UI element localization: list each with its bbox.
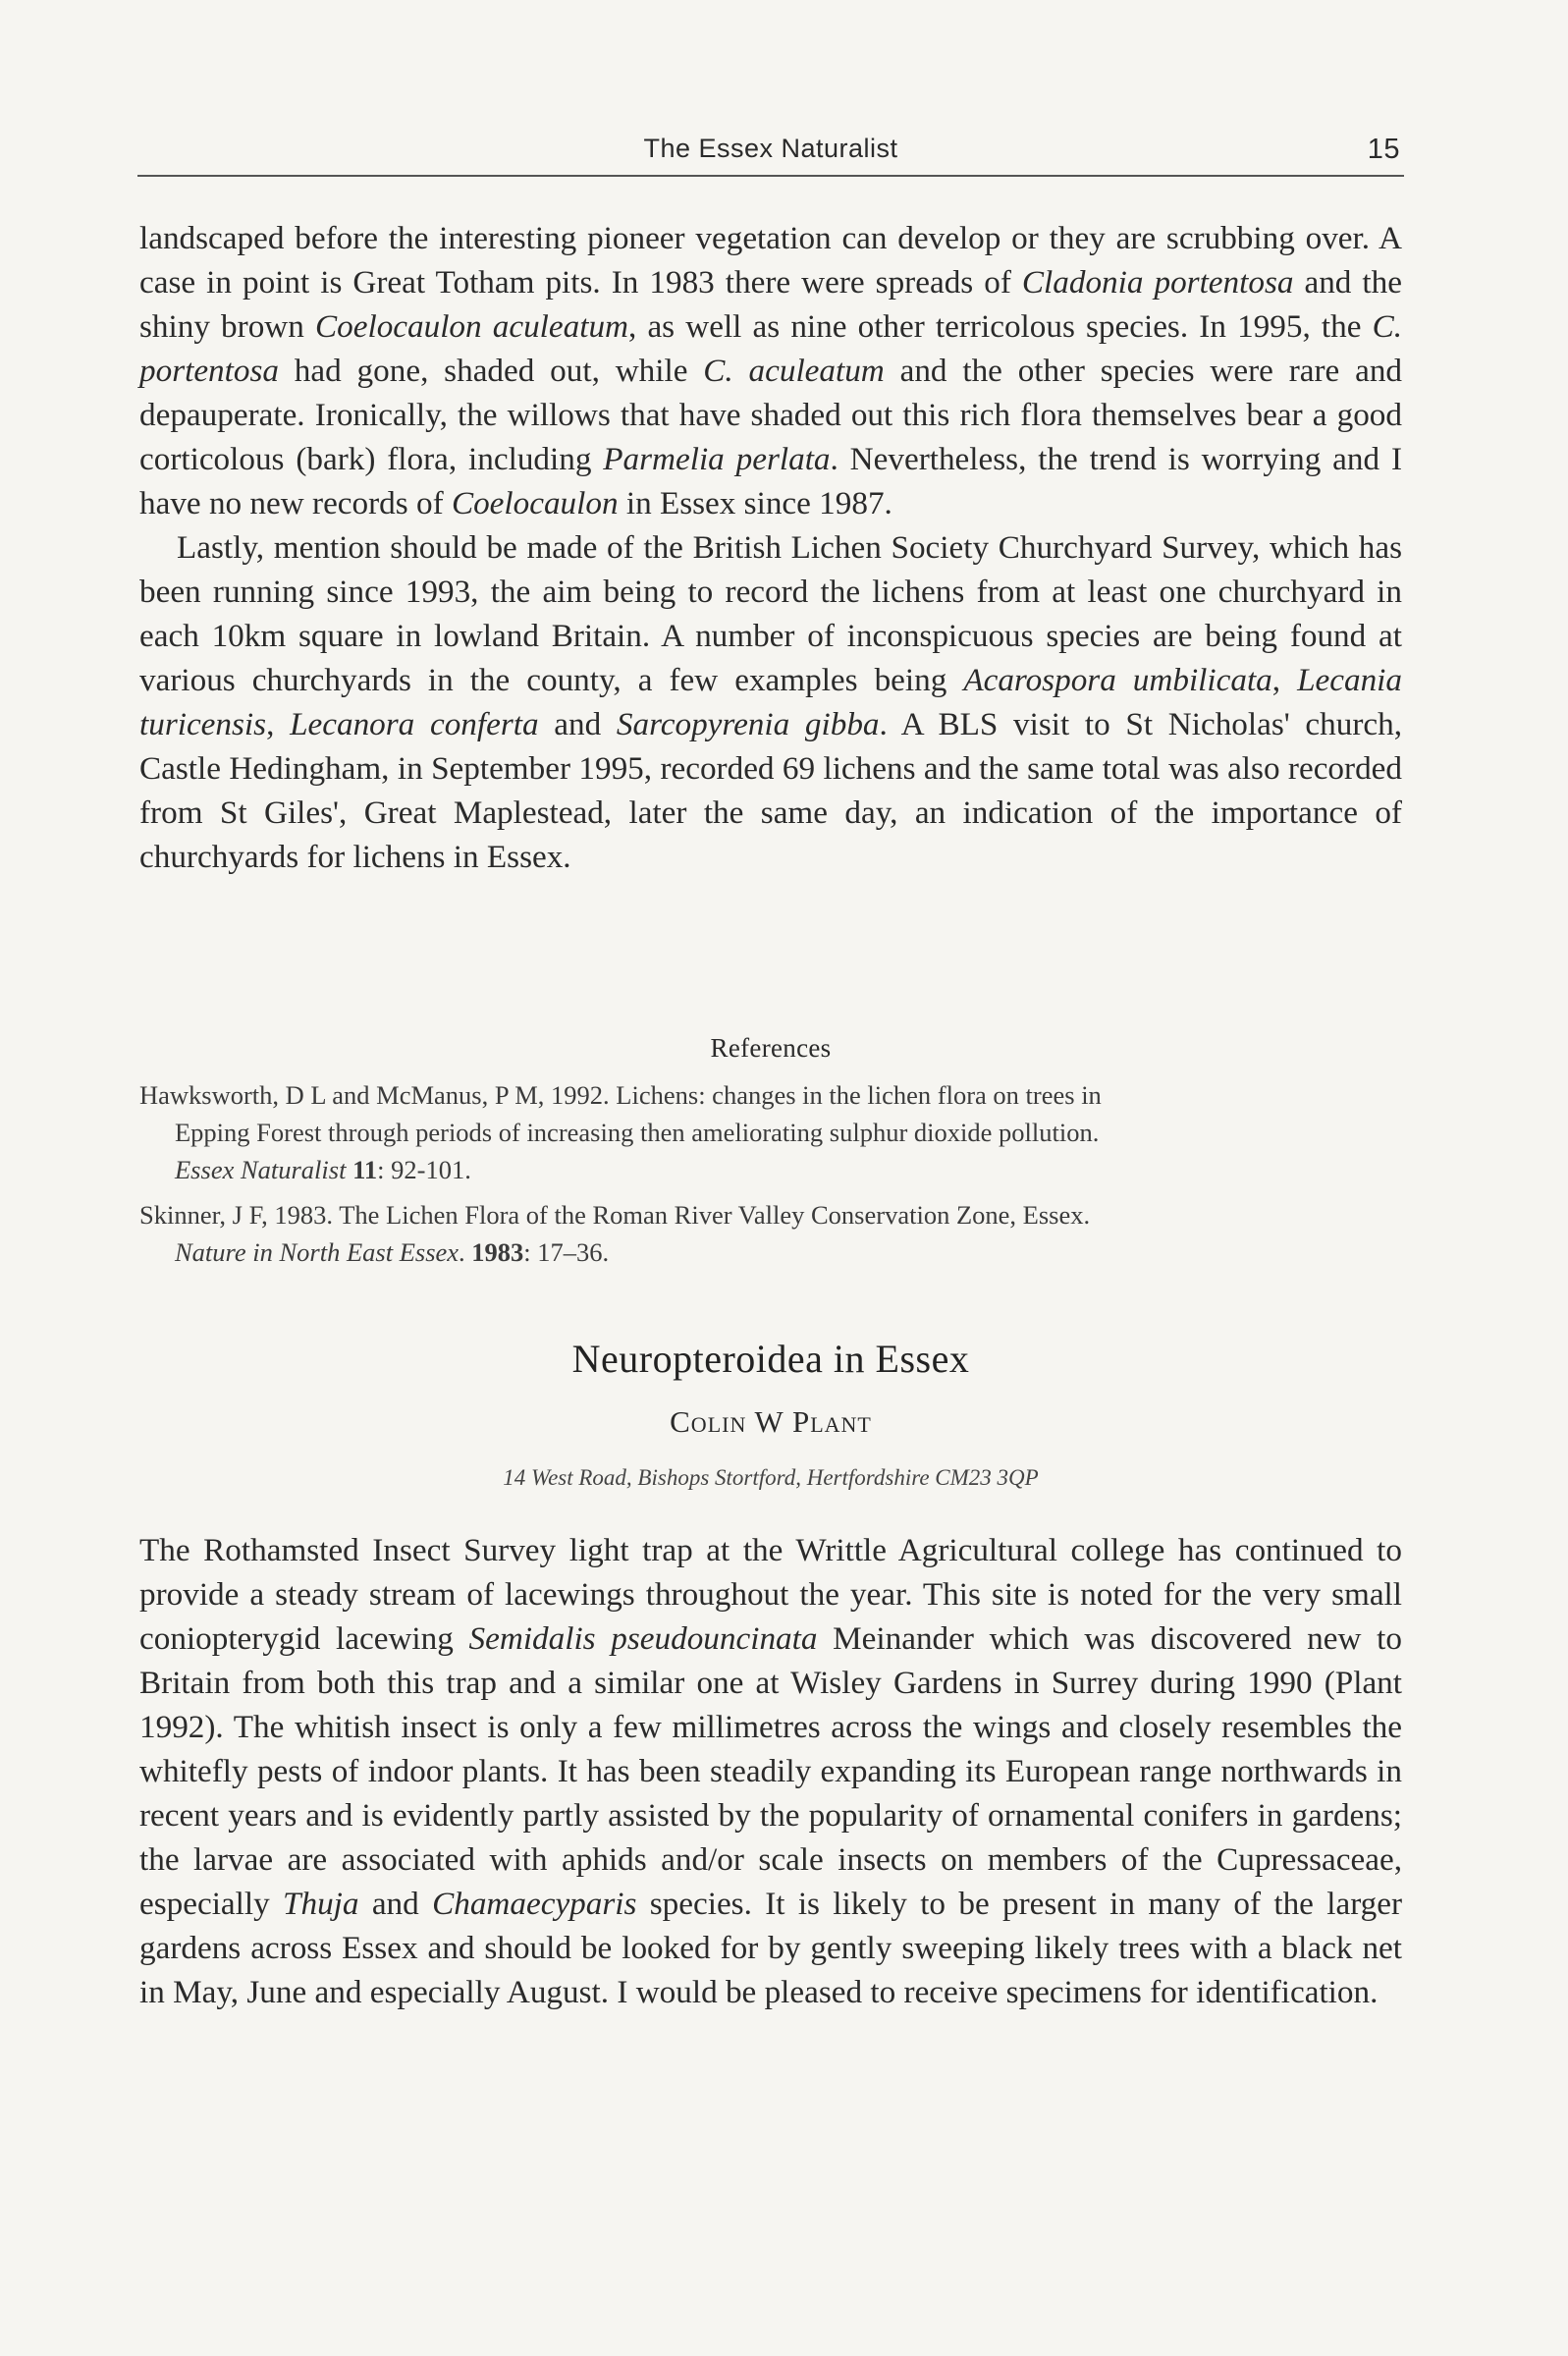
references-heading: References [710,1033,832,1063]
reference-item: Hawksworth, D L and McManus, P M, 1992. Lichens: changes in the lichen flora on trees in Epping Forest through periods of increasing then ameliorating sulphur dioxide pollution. Essex Naturalist 11: 92-101. [139,1080,1102,1184]
lichen-article-text [139,216,1402,879]
journal-title: The Essex Naturalist [643,134,898,163]
neuropteroidea-article-text [139,1528,1402,2014]
paragraph-churchyard-survey: Lastly, mention should be made of the British Lichen Society Churchyard Survey, which has been running since 1993, the aim being to record the lichens from at least one churchyard in each 10km square in lowland Britain. A number of inconspicuous species are being found at various churchyards in the county, a few examples being Acarospora umbilicata, Lecania turicensis, Lecanora conferta and Sarcopyrenia gibba. A BLS visit to St Nicholas' church, Castle Hedingham, in September 1995, recorded 69 lichens and the same total was also recorded from St Giles', Great Maplestead, later the same day, an indication of the importance of churchyards for lichens in Essex. [139,529,1403,875]
paragraph-rothamsted-trap: The Rothamsted Insect Survey light trap at the Writtle Agricultural college has continued to provide a steady stream of lacewings throughout the year. This site is noted for the very small coniopterygid lacewing Semidalis pseudouncinata Meinander which was discovered new to Britain from both this trap and a similar one at Wisley Gardens in Surrey during 1990 (Plant 1992). The whitish insect is only a few millimetres across the wings and closely resembles the whitefly pests of indoor plants. It has been steadily expanding its European range northwards in recent years and is evidently partly assisted by the popularity of ornamental conifers in gardens; the larvae are associated with aphids and/or scale insects on members of the Cupressaceae, especially Thuja and Chamaecyparis species. It is likely to be present in many of the larger gardens across Essex and should be looked for by gently sweeping likely trees with a black net in May, June and especially August. I would be pleased to receive specimens for identification. [139,1532,1403,2010]
article-title: Neuropteroidea in Essex [571,1337,970,1381]
paragraph-great-totham: landscaped before the interesting pioneer vegetation can develop or they are scrubbing over. A case in point is Great Totham pits. In 1983 there were spreads of Cladonia portentosa and the shiny brown Coelocaulon aculeatum, as well as nine other terricolous species. In 1995, the C. portentosa had gone, shaded out, while C. aculeatum and the other species were rare and depauperate. Ironically, the willows that have shaded out this rich flora themselves bear a good corticolous (bark) flora, including Parmelia perlata. Nevertheless, the trend is worrying and I have no new records of Coelocaulon in Essex since 1987. [139,220,1403,521]
reference-item: Skinner, J F, 1983. The Lichen Flora of the Roman River Valley Conservation Zone, Essex. Nature in North East Essex. 1983: 17–36. [139,1200,1091,1267]
running-header [137,126,1404,177]
article-author: Colin W Plant [670,1404,872,1439]
page-number: 15 [1367,134,1400,165]
author-address: 14 West Road, Bishops Stortford, Hertfordshire CM23 3QP [503,1465,1039,1490]
